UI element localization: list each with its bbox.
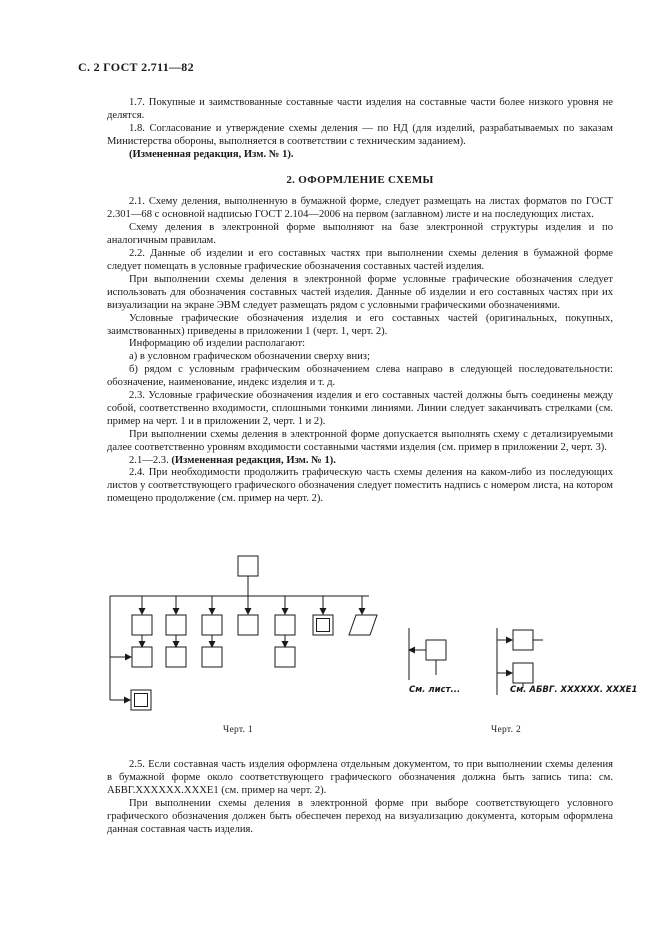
- text-block-top: [107, 97, 613, 506]
- part-box: [275, 647, 295, 667]
- part-box: [166, 647, 186, 667]
- paragraph-2-1: 2.1. Схему деления, выполненную в бумажной форме, следует размещать на листах форматов по ГОСТ 2.301—68 с основной надписью ГОСТ 2.104—2006 на первом (заглавном) листе и на последующих листах.: [107, 196, 613, 221]
- section-title: 2. ОФОРМЛЕНИЕ СХЕМЫ: [286, 173, 434, 186]
- paragraph-1-8: 1.8. Согласование и утверждение схемы деления — по НД (для изделий, разрабатываемых по заказам Министерства обороны, выполняется в соответствии с техническим заданием).: [107, 122, 613, 147]
- root-box: [238, 556, 258, 576]
- part-box: [426, 640, 446, 660]
- paragraph-info: Информацию об изделии располагают:: [129, 338, 306, 350]
- paragraph-2-4: 2.4. При необходимости продолжить графическую часть схемы деления на каком-либо из последующих листов у соответствующего графического обозначения следует поместить надпись с номером листа, на котором помещено продолжение (см. пример на черт. 2).: [107, 467, 613, 505]
- part-box: [238, 615, 258, 635]
- paragraph-2-5: 2.5. Если составная часть изделия оформлена отдельным документом, то при выполнении схемы деления в бумажной форме около соответствующего графического обозначения должна быть запись типа: см. АБВГ.XXXXXX.XXXE1 (см. пример на черт. 2).: [107, 759, 613, 796]
- purchased-part-shape: [349, 615, 377, 635]
- figure-1-scheme: [110, 556, 377, 710]
- revision-note-2: 2.1—2.3. (Измененная редакция, Изм. № 1).: [129, 454, 336, 466]
- list-item-a: а) в условном графическом обозначении сверху вниз;: [129, 351, 370, 363]
- paragraph-2-1-electronic: Схему деления в электронной форме выполняют на базе электронной структуры изделия и по аналогичным правилам.: [107, 222, 613, 247]
- figure-2-caption: Черт. 2: [491, 725, 522, 735]
- part-box: [275, 615, 295, 635]
- document-reference-label: См. АБВГ. XXXXXX. XXXE1: [510, 685, 638, 695]
- part-box: [513, 630, 533, 650]
- paragraph-2-3-electronic: При выполнении схемы деления в электронной форме допускается выполнять схему с детализируемыми далее соответственно уровням входимости составными частями изделия (см. пример в приложении 2, черт. 3).: [107, 428, 613, 453]
- figure-1-caption: Черт. 1: [223, 725, 254, 735]
- borrowed-part-inner: [317, 619, 330, 632]
- part-box: [513, 663, 533, 683]
- paragraph-2-2: 2.2. Данные об изделии и его составных частях при выполнении схемы деления в бумажной форме следует помещать в условные графические обозначения составных частей изделия.: [107, 248, 613, 272]
- part-box: [132, 647, 152, 667]
- text-block-bottom: [107, 759, 613, 836]
- part-box: [166, 615, 186, 635]
- borrowed-part-inner: [135, 694, 148, 707]
- part-box: [132, 615, 152, 635]
- part-box: [202, 615, 222, 635]
- sheet-reference-label: См. лист...: [409, 685, 461, 695]
- revision-note-1: (Измененная редакция, Изм. № 1).: [129, 148, 294, 160]
- list-item-b: б) рядом с условным графическим обозначением слева направо в следующей последовательности: обозначение, наименование, индекс изделия и т. д.: [107, 364, 613, 389]
- paragraph-2-3: 2.3. Условные графические обозначения изделия и его составных частей должны быть соединены между собой, соответственно входимости, сплошными тонкими линиями. Линии следует заканчивать стрелками (см. пример на черт. 1 и в приложении 2, черт. 1 и 2).: [107, 390, 613, 427]
- part-box: [202, 647, 222, 667]
- paragraph-2-2-electronic: При выполнении схемы деления в электронной форме условные графические обозначения следует использовать для обозначения составных частей изделия. Данные об изделии и его составных частях при их визуализации на экране ЭВМ следует размещать рядом с условными графическими обозначениями.: [107, 273, 613, 311]
- paragraph-1-7: 1.7. Покупные и заимствованные составные части изделия на составные части более низкого уровня не делятся.: [107, 97, 613, 121]
- paragraph-symbols: Условные графические обозначения изделия и его составных частей (оригинальных, покупных, заимствованных) приведены в приложении 1 (черт. 1, черт. 2).: [107, 312, 613, 337]
- paragraph-2-5-electronic: При выполнении схемы деления в электронной форме при выборе соответствующего условного графического обозначения должен быть обеспечен переход на визуализацию документа, которым оформлена данная составная часть изделия.: [107, 797, 613, 835]
- figures-diagram: [0, 550, 661, 750]
- page-header: С. 2 ГОСТ 2.711—82: [78, 60, 194, 74]
